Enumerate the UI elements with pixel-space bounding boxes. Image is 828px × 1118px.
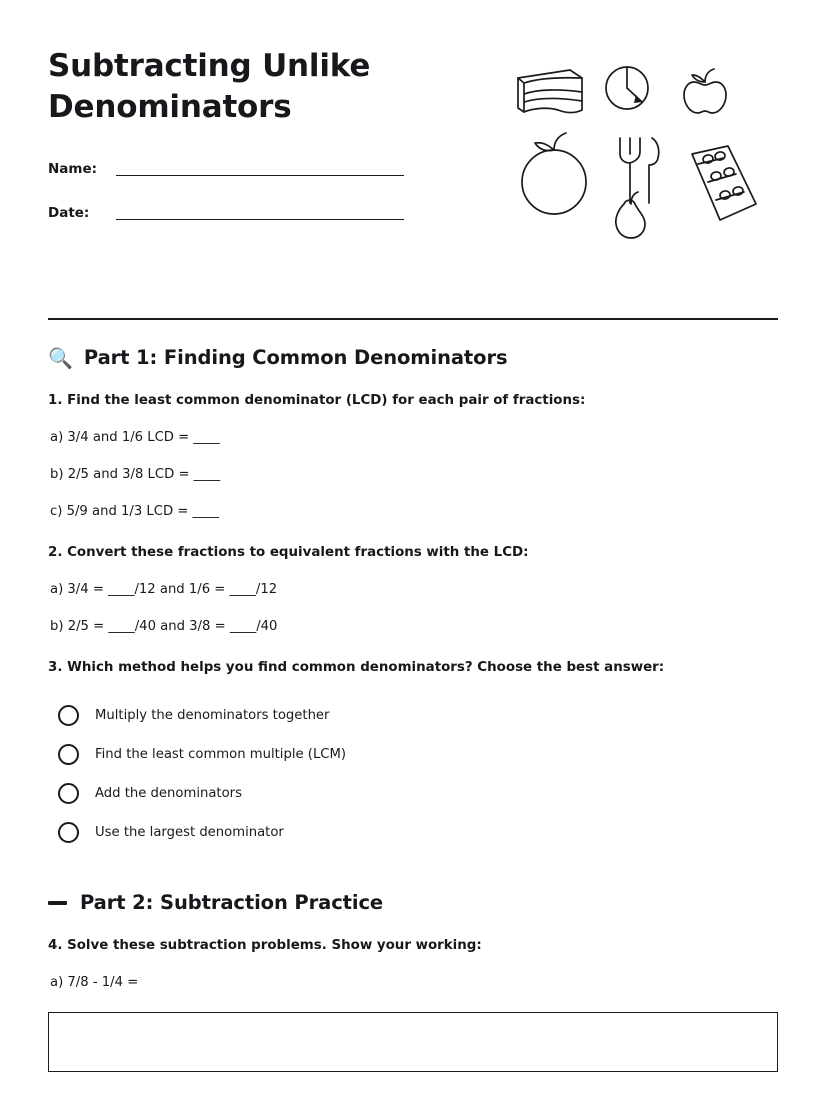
pie-chart-icon <box>606 67 648 109</box>
header-left <box>48 46 512 242</box>
apple-icon <box>684 69 726 113</box>
choice-option-2-label: Find the least common multiple (LCM) <box>95 747 347 762</box>
question-1-item-b: b) 2/5 and 3/8 LCD = ____ <box>50 467 221 482</box>
question-1-item-a: a) 3/4 and 1/6 LCD = ____ <box>50 430 220 445</box>
question-4-item-a: a) 7/8 - 1/4 = <box>50 975 139 990</box>
radio-button-icon[interactable] <box>58 822 79 843</box>
part2-title: Part 2: Subtraction Practice <box>80 891 384 914</box>
name-label: Name: <box>48 160 98 177</box>
choice-option-4-label: Use the largest denominator <box>95 825 284 840</box>
worksheet-header <box>48 46 778 264</box>
question-2-item-b: b) 2/5 = ____/40 and 3/8 = ____/40 <box>50 619 278 634</box>
page-title: Subtracting Unlike Denominators <box>48 48 371 126</box>
part2-heading <box>48 891 778 914</box>
choice-option-3-label: Add the denominators <box>95 786 242 801</box>
header-divider <box>48 318 778 320</box>
part1-heading <box>48 346 778 369</box>
choice-option-1[interactable] <box>58 705 778 726</box>
name-field-row <box>48 154 512 176</box>
question-3-prompt: 3. Which method helps you find common denominators? Choose the best answer: <box>48 660 665 675</box>
choice-option-2[interactable] <box>58 744 778 765</box>
question-2-prompt: 2. Convert these fractions to equivalent fractions with the LCD: <box>48 545 529 560</box>
question-1-prompt: 1. Find the least common denominator (LCD) for each pair of fractions: <box>48 393 586 408</box>
date-label: Date: <box>48 204 90 221</box>
cake-slice-icon <box>518 70 582 113</box>
question-1-item-c: c) 5/9 and 1/3 LCD = ____ <box>50 504 219 519</box>
part1-title: Part 1: Finding Common Denominators <box>83 346 508 369</box>
date-field-row <box>48 198 512 220</box>
choice-option-3[interactable] <box>58 783 778 804</box>
radio-button-icon[interactable] <box>58 783 79 804</box>
date-input-line[interactable] <box>116 219 404 220</box>
question-2-item-a: a) 3/4 = ____/12 and 1/6 = ____/12 <box>50 582 278 597</box>
choice-option-1-label: Multiply the denominators together <box>95 708 330 723</box>
minus-icon <box>48 901 67 905</box>
question-4-prompt: 4. Solve these subtraction problems. Show your working: <box>48 938 482 953</box>
choice-option-4[interactable] <box>58 822 778 843</box>
fork-icon <box>620 138 659 203</box>
header-illustration <box>512 64 772 264</box>
radio-button-icon[interactable] <box>58 705 79 726</box>
chocolate-bar-icon <box>692 146 756 220</box>
question-3-choices <box>58 705 778 843</box>
name-input-line[interactable] <box>116 175 404 176</box>
radio-button-icon[interactable] <box>58 744 79 765</box>
orange-icon <box>522 133 586 214</box>
answer-box[interactable] <box>48 1012 778 1072</box>
magnifier-icon: 🔍 <box>48 345 73 370</box>
